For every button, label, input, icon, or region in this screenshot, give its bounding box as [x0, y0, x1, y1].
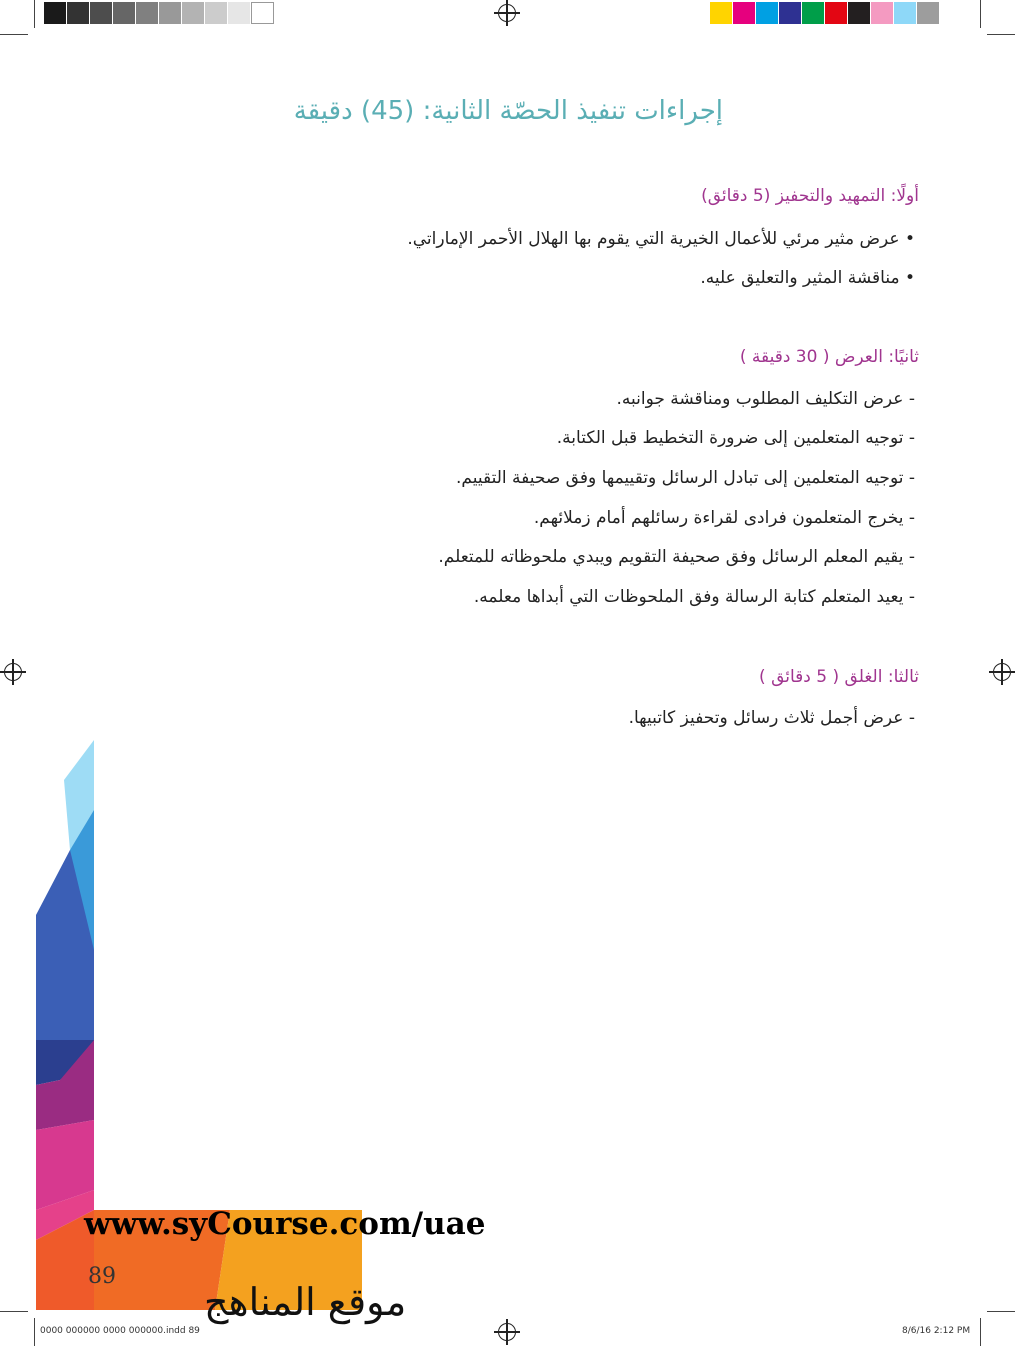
color-swatch [779, 2, 802, 24]
gray-swatch [205, 2, 228, 24]
registration-mark-left [4, 663, 22, 681]
color-swatch [756, 2, 779, 24]
gray-swatch [159, 2, 182, 24]
color-swatch [733, 2, 756, 24]
color-swatch [871, 2, 894, 24]
crop-mark [0, 1311, 28, 1312]
list-item: • مناقشة المثير والتعليق عليه. [700, 268, 915, 288]
crop-mark [34, 1318, 35, 1346]
gray-swatch [113, 2, 136, 24]
color-swatch [802, 2, 825, 24]
gray-swatch [67, 2, 90, 24]
list-item: - عرض أجمل ثلاث رسائل وتحفيز كاتبيها. [628, 708, 915, 728]
grayscale-bar [44, 2, 274, 24]
section-heading-presentation: ثانيًا: العرض ( 30 دقيقة ) [739, 347, 919, 367]
color-bar [710, 2, 940, 24]
website-url: www.syCourse.com/uae [84, 1206, 486, 1242]
site-watermark: موقع المناهج [204, 1280, 407, 1324]
crop-mark [980, 1318, 981, 1346]
color-swatch [848, 2, 871, 24]
list-item: - يخرج المتعلمون فرادى لقراءة رسائلهم أمام زملائهم. [533, 508, 915, 528]
gray-swatch [136, 2, 159, 24]
page-title: إجراءات تنفيذ الحصّة الثانية: (45) دقيقة [293, 96, 723, 126]
page-number: 89 [88, 1264, 116, 1289]
color-swatch [917, 2, 940, 24]
gray-swatch [44, 2, 67, 24]
gray-swatch [228, 2, 251, 24]
crop-mark [987, 1311, 1015, 1312]
crop-mark [0, 34, 28, 35]
gray-swatch [90, 2, 113, 24]
color-swatch [710, 2, 733, 24]
list-item: - عرض التكليف المطلوب ومناقشة جوانبه. [616, 389, 915, 409]
registration-mark-bottom [498, 1323, 516, 1341]
list-item: - يقيم المعلم الرسائل وفق صحيفة التقويم ويبدي ملحوظاته للمتعلم. [438, 547, 915, 567]
registration-mark-top [498, 4, 516, 22]
slug-file-info: 0000 000000 0000 000000.indd 89 [40, 1326, 200, 1336]
list-item: - توجيه المتعلمين إلى تبادل الرسائل وتقييمها وفق صحيفة التقييم. [456, 468, 915, 488]
list-item: - توجيه المتعلمين إلى ضرورة التخطيط قبل الكتابة. [556, 428, 915, 448]
list-item: - يعيد المتعلم كتابة الرسالة وفق الملحوظات التي أبداها معلمه. [473, 587, 915, 607]
section-heading-intro: أولًا: التمهيد والتحفيز (5 دقائق) [701, 186, 919, 206]
color-swatch [825, 2, 848, 24]
crop-mark [34, 0, 35, 28]
crop-mark [987, 34, 1015, 35]
section-heading-closing: ثالثا: الغلق ( 5 دقائق ) [759, 667, 919, 687]
list-item: • عرض مثير مرئي للأعمال الخيرية التي يقوم بها الهلال الأحمر الإماراتي. [407, 229, 915, 249]
slug-date: 8/6/16 2:12 PM [902, 1326, 971, 1336]
registration-mark-right [993, 663, 1011, 681]
gray-swatch [251, 2, 274, 24]
color-swatch [894, 2, 917, 24]
crop-mark [980, 0, 981, 28]
gray-swatch [182, 2, 205, 24]
